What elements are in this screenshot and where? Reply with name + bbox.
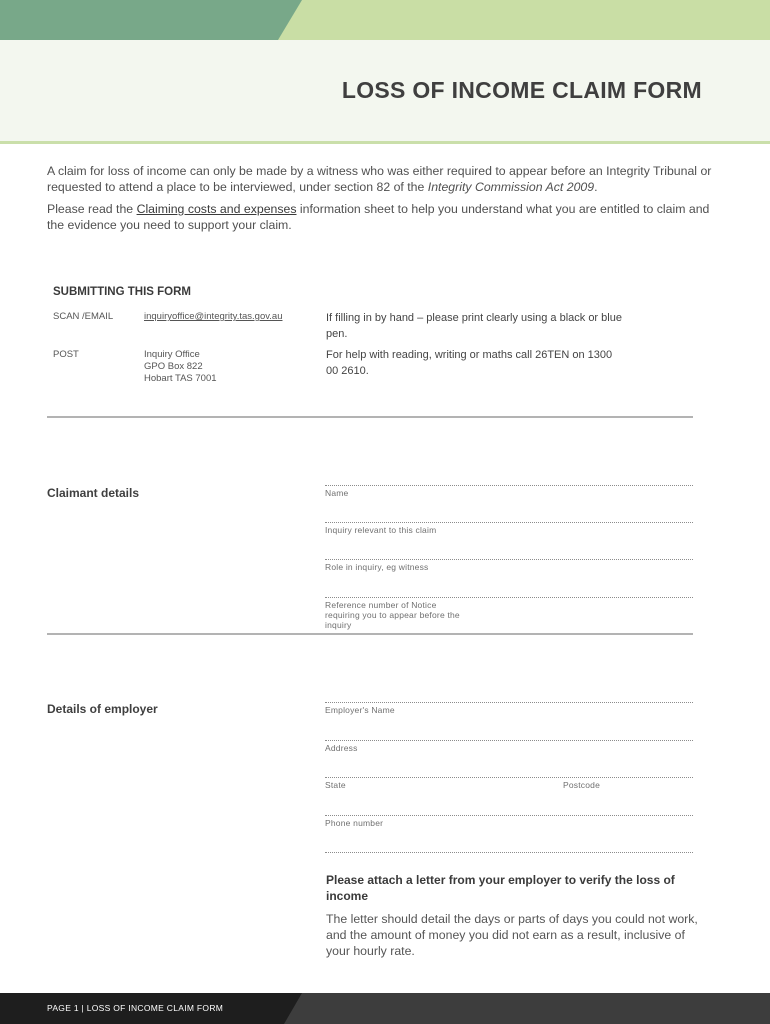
inquiry-field[interactable]: [325, 522, 693, 559]
address-line: Hobart TAS 7001: [144, 373, 217, 384]
post-label: POST: [53, 349, 79, 360]
reference-number-label: Reference number of Notice requiring you to appear before the inquiry: [325, 600, 460, 630]
handwriting-note: If filling in by hand – please print clearly using a black or blue pen.: [326, 312, 622, 340]
attach-letter-heading: Please attach a letter from your employer to verify the loss of income: [326, 873, 675, 903]
email-link[interactable]: inquiryoffice@integrity.tas.gov.au: [144, 311, 283, 322]
attach-letter-body: The letter should detail the days or parts of days you could not work, and the amount of money you did not earn as a result, inclusive of your hourly rate.: [326, 912, 698, 958]
title-rule: [0, 141, 770, 144]
employer-name-label: Employer's Name: [325, 705, 395, 715]
state-label: State: [325, 780, 346, 790]
claiming-costs-link[interactable]: Claiming costs and expenses: [136, 202, 297, 216]
employer-name-field[interactable]: [325, 702, 693, 740]
postcode-label: Postcode: [563, 780, 601, 790]
reference-number-field[interactable]: [325, 597, 693, 633]
field-bottom-rule: [325, 852, 693, 853]
claimant-details-title: Claimant details: [47, 486, 140, 500]
phone-number-label: Phone number: [325, 818, 384, 828]
inquiry-label: Inquiry relevant to this claim: [325, 525, 437, 535]
address-line: Inquiry Office: [144, 349, 200, 360]
intro-text-2: Please read the: [47, 202, 137, 216]
intro-text-1-end: .: [594, 180, 598, 194]
state-postcode-row[interactable]: [325, 777, 693, 815]
address-field[interactable]: [325, 740, 693, 777]
intro-text-2-end: information sheet to help you understand what you are entitled to claim and the evidence you need to support your claim.: [47, 202, 710, 232]
section-divider: [47, 416, 693, 418]
name-field[interactable]: [325, 485, 693, 522]
header-band-dark: [0, 0, 302, 40]
submitting-heading: SUBMITTING THIS FORM: [53, 286, 191, 298]
intro-paragraph-2: [47, 201, 727, 233]
name-label: Name: [325, 488, 349, 498]
section-divider: [47, 633, 693, 635]
header-band: [0, 0, 770, 40]
scan-email-label: SCAN /EMAIL: [53, 311, 114, 322]
intro: [47, 163, 727, 233]
address-line: GPO Box 822: [144, 361, 203, 372]
intro-paragraph-1: [47, 163, 727, 195]
phone-number-field[interactable]: [325, 815, 693, 852]
act-name: Integrity Commission Act 2009: [427, 180, 595, 194]
role-field[interactable]: [325, 559, 693, 596]
employer-details-title: Details of employer: [47, 702, 158, 716]
role-label: Role in inquiry, eg witness: [325, 562, 429, 572]
intro-text-1: A claim for loss of income can only be made by a witness who was either required to appear before an Integrity Tribunal or requested to attend a place to be interviewed, under section 82 of the: [47, 164, 712, 194]
postal-address: [144, 349, 217, 385]
help-note: For help with reading, writing or maths call 26TEN on 1300 00 2610.: [326, 349, 613, 377]
address-label: Address: [325, 743, 358, 753]
page-title: LOSS OF INCOME CLAIM FORM: [341, 77, 702, 103]
footer-page-label: PAGE 1 | LOSS OF INCOME CLAIM FORM: [47, 1003, 224, 1013]
